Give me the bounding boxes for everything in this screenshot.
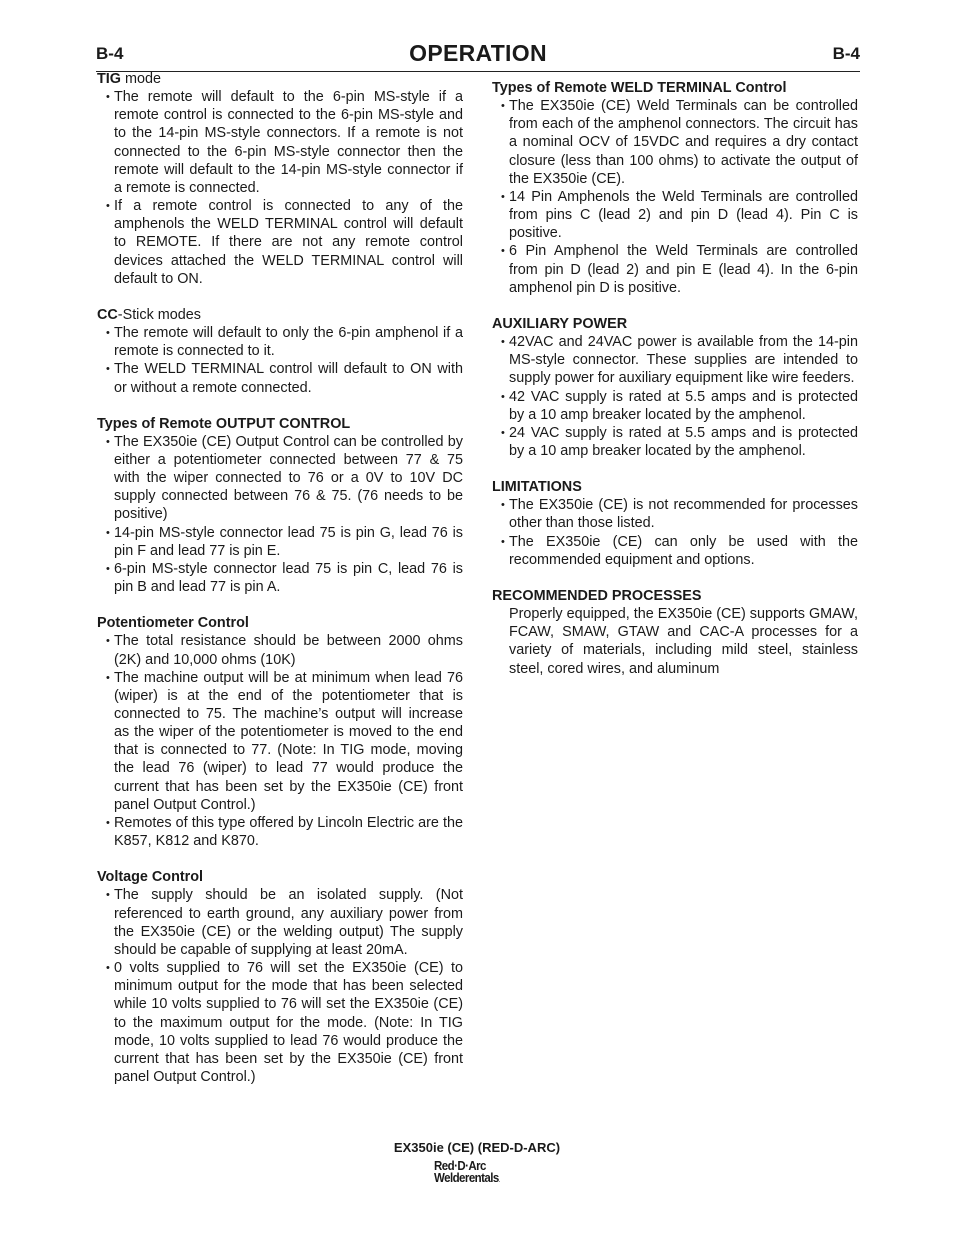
weld-terminal-section — [492, 79, 858, 297]
list-item: • The remote will default to only the 6-pin amphenol if a remote is connected to it. — [97, 324, 463, 360]
list-item: • The EX350ie (CE) can only be used with the recommended equipment and options. — [492, 533, 858, 569]
weld-terminal-bullets — [492, 97, 858, 297]
limitations-bullets — [492, 496, 858, 569]
cc-mode-label — [97, 306, 463, 324]
list-item: • The machine output will be at minimum when lead 76 (wiper) is at the end of the potentiometer that is connected to 75. The machine’s output will increase as the wiper of the potentiometer is moved to the end that is connected to 77. (Note: In TIG mode, moving the lead 76 (wiper) to lead 77 would produce the current that has been set by the EX350ie (CE) front panel Output Control.) — [97, 669, 463, 814]
left-column — [97, 70, 463, 1086]
limitations-heading: LIMITATIONS — [492, 479, 582, 496]
potentiometer-heading: Potentiometer Control — [97, 615, 249, 632]
list-item: • 42 VAC supply is rated at 5.5 amps and is protected by a 10 amp breaker located by the amphenol. — [492, 388, 858, 424]
cc-stick-section — [97, 306, 463, 397]
list-item: • The total resistance should be between 2000 ohms (2K) and 10,000 ohms (10K) — [97, 632, 463, 668]
list-item: • If a remote control is connected to any of the amphenols the WELD TERMINAL control will default to REMOTE. If there are not any remote control devices attached the WELD TERMINAL control will default to ON. — [97, 197, 463, 288]
list-item: • The WELD TERMINAL control will default to ON with or without a remote connected. — [97, 360, 463, 396]
list-item: • Remotes of this type offered by Lincoln Electric are the K857, K812 and K870. — [97, 814, 463, 850]
voltage-control-heading: Voltage Control — [97, 869, 204, 886]
list-item: • 42VAC and 24VAC power is available from the 14-pin MS-style connector. These supplies are intended to supply power for auxiliary equipment like wire feeders. — [492, 333, 858, 387]
limitations-section — [492, 478, 858, 569]
list-item: • 6 Pin Amphenol the Weld Terminals are controlled from pin D (lead 2) and pin E (lead 4). In the 6-pin amphenol pin D is positive. — [492, 242, 858, 296]
auxiliary-power-section — [492, 315, 858, 460]
list-item: • 14-pin MS-style connector lead 75 is pin G, lead 76 is pin F and lead 77 is pin E. — [97, 524, 463, 560]
logo-line-2 — [434, 1172, 508, 1187]
potentiometer-section — [97, 614, 463, 850]
logo-line-2-text: Welderentals — [434, 1171, 499, 1185]
recommended-processes-body: Properly equipped, the EX350ie (CE) supports GMAW, FCAW, SMAW, GTAW and CAC-A processes for a variety of materials, including mild steel, stainless steel, cored wires, and aluminum — [509, 606, 859, 677]
tig-bullets — [97, 88, 463, 288]
list-item: • 6-pin MS-style connector lead 75 is pin C, lead 76 is pin B and lead 77 is pin A. — [97, 560, 463, 596]
tig-keyword: TIG — [97, 71, 121, 87]
page-title: OPERATION — [409, 40, 547, 66]
right-column — [492, 79, 858, 678]
list-item: • 14 Pin Amphenols the Weld Terminals are controlled from pins C (lead 2) and pin D (lead 4). Pin C is positive. — [492, 188, 858, 242]
auxiliary-power-heading: AUXILIARY POWER — [492, 315, 628, 332]
logo-line-1: Red·D·Arc — [434, 1159, 486, 1173]
tig-mode-section — [97, 70, 463, 288]
footer-model-name: EX350ie (CE) (RED-D-ARC) — [393, 1140, 561, 1155]
cc-keyword: CC — [97, 306, 118, 323]
voltage-control-section — [97, 868, 463, 1086]
red-d-arc-logo — [434, 1160, 514, 1190]
output-control-bullets — [97, 433, 463, 596]
cc-bullets — [97, 324, 463, 397]
list-item: • The supply should be an isolated supply. (Not referenced to earth ground, any auxiliary power from the EX350ie (CE) or the welding output) The supply should be capable of supplying at least 20mA. — [97, 886, 463, 959]
list-item: • The remote will default to the 6-pin MS-style if a remote control is connected to the 6-pin MS-style and to the 14-pin MS-style connectors. If a remote is not connected to the 6-pin MS-style connector then the remote will default to the 14-pin MS-style connector if a remote is connected. — [97, 88, 463, 197]
potentiometer-bullets — [97, 632, 463, 850]
page-footer — [0, 1140, 954, 1155]
list-item: • The EX350ie (CE) Weld Terminals can be controlled from each of the amphenol connectors. The circuit has a nominal OCV of 15VDC and requires a dry contact closure (less than 100 ohms) to activate the output of the EX350ie (CE). — [492, 97, 858, 188]
list-item: • 0 volts supplied to 76 will set the EX350ie (CE) to minimum output for the mode that has been selected while 10 volts supplied to 76 will set the EX350ie (CE) to the maximum output for the mode. (Note: In TIG mode, 10 volts supplied to lead 76 would produce the current that has been set by the EX350ie (CE) front panel Output Control.) — [97, 959, 463, 1086]
auxiliary-power-bullets — [492, 333, 858, 460]
logo-mark: . — [498, 1177, 501, 1184]
output-control-section — [97, 415, 463, 597]
output-control-heading: Types of Remote OUTPUT CONTROL — [97, 415, 351, 432]
weld-terminal-heading: Types of Remote WELD TERMINAL Control — [492, 80, 787, 96]
list-item: • The EX350ie (CE) is not recommended for processes other than those listed. — [492, 496, 858, 532]
page-number-left: B-4 — [96, 44, 124, 63]
list-item: • 24 VAC supply is rated at 5.5 amps and is protected by a 10 amp breaker located by the amphenol. — [492, 424, 858, 460]
tig-mode-label — [97, 70, 463, 88]
page-header — [96, 40, 860, 74]
recommended-processes-heading: RECOMMENDED PROCESSES — [492, 587, 702, 604]
voltage-control-bullets — [97, 886, 463, 1086]
recommended-processes-section — [492, 587, 858, 678]
cc-mode-text: -Stick modes — [117, 306, 201, 323]
tig-mode-text: mode — [120, 71, 161, 87]
list-item: • The EX350ie (CE) Output Control can be controlled by either a potentiometer connected between 77 & 75 with the wiper connected to 76 or a 0V to 10V DC supply connected between 76 & 75. (76 needs to be positive) — [97, 433, 463, 524]
page-number-right: B-4 — [832, 44, 860, 63]
